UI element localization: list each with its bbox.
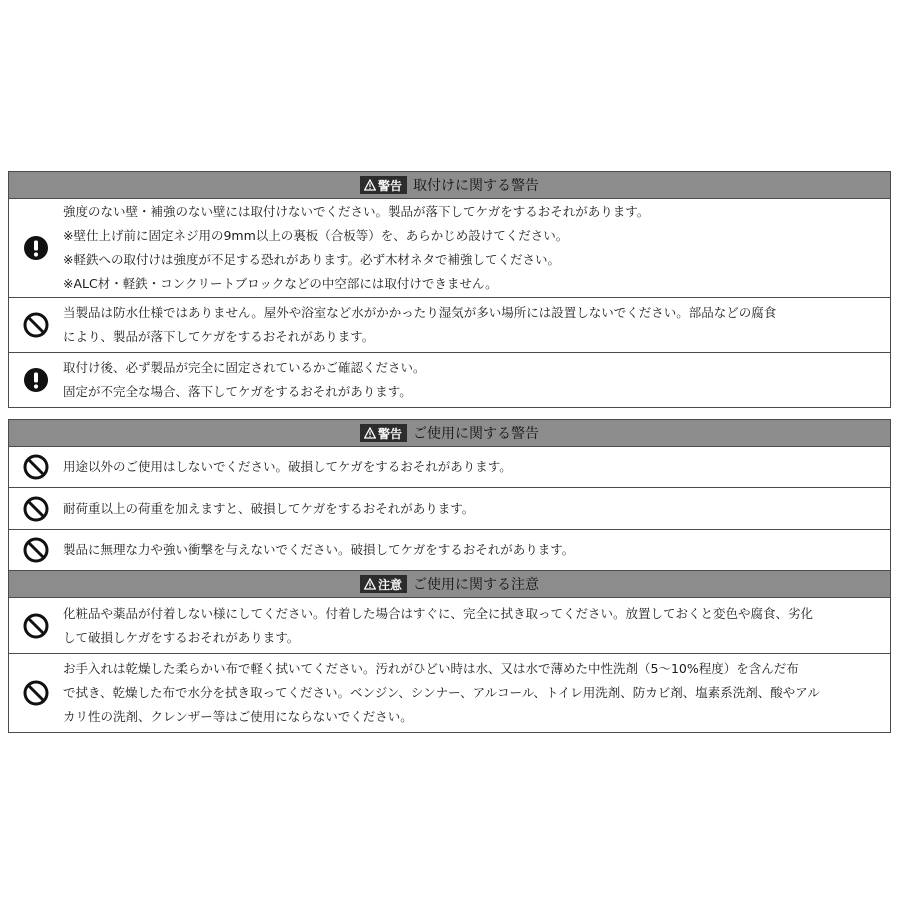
section-title: ご使用に関する警告 xyxy=(413,426,539,442)
badge-label: 警告 xyxy=(377,178,402,193)
notice-row xyxy=(9,447,890,488)
notice-text: 固定が不完全な場合、落下してケガをするおそれがあります。 xyxy=(63,384,412,399)
mandatory-icon xyxy=(23,367,49,393)
notice-text: ※軽鉄への取付けは強度が不足する恐れがあります。必ず木材ネタで補強してください。 xyxy=(63,252,560,267)
prohibition-icon xyxy=(23,680,49,706)
warning-triangle-icon xyxy=(364,179,376,191)
warning-installation-section xyxy=(8,171,891,408)
notice-text: して破損しケガをするおそれがあります。 xyxy=(63,629,300,645)
section-header xyxy=(9,420,890,447)
notice-row xyxy=(9,530,890,571)
prohibition-icon xyxy=(23,454,49,480)
notice-text: 製品に無理な力や強い衝撃を与えないでください。破損してケガをするおそれがあります。 xyxy=(63,542,575,557)
notice-row xyxy=(9,353,890,407)
notice-text: お手入れは乾燥した柔らかい布で軽く拭いてください。汚れがひどい時は水、又は水で薄めた中性洗剤（5〜10%程度）を含んだ布 xyxy=(63,661,799,676)
mandatory-icon xyxy=(23,235,49,261)
section-title: 取付けに関する警告 xyxy=(413,178,539,194)
warning-badge xyxy=(360,176,407,194)
warning-triangle-icon xyxy=(364,578,376,590)
notice-text: ※壁仕上げ前に固定ネジ用の9mm以上の裏板（合板等）を、あらかじめ設けてください。 xyxy=(63,228,569,243)
usage-section xyxy=(8,419,891,733)
caution-badge xyxy=(360,575,407,593)
badge-label: 警告 xyxy=(377,426,402,441)
notice-text: 取付け後、必ず製品が完全に固定されているかご確認ください。 xyxy=(63,360,426,375)
prohibition-icon xyxy=(23,312,49,338)
notice-text: 耐荷重以上の荷重を加えますと、破損してケガをするおそれがあります。 xyxy=(63,500,475,516)
prohibition-icon xyxy=(23,496,49,522)
notice-row xyxy=(9,598,890,654)
section-title: ご使用に関する注意 xyxy=(413,577,539,593)
notice-text: ※ALC材・軽鉄・コンクリートブロックなどの中空部には取付けできません。 xyxy=(63,276,498,291)
notice-text: 当製品は防水仕様ではありません。屋外や浴室など水がかかったり湿気が多い場所には設置しないでください。部品などの腐食 xyxy=(63,305,777,320)
prohibition-icon xyxy=(23,537,49,563)
warning-triangle-icon xyxy=(364,427,376,439)
notice-text: 化粧品や薬品が付着しない様にしてください。付着した場合はすぐに、完全に拭き取ってください。放置しておくと変色や腐食、劣化 xyxy=(63,605,814,621)
notice-row xyxy=(9,488,890,530)
section-header xyxy=(9,571,890,598)
badge-label: 注意 xyxy=(377,577,402,592)
notice-row xyxy=(9,654,890,732)
notice-text: 強度のない壁・補強のない壁には取付けないでください。製品が落下してケガをするおそれがあります。 xyxy=(63,204,650,219)
section-header xyxy=(9,172,890,199)
notice-row xyxy=(9,199,890,298)
warning-badge xyxy=(360,424,407,442)
notice-row xyxy=(9,298,890,353)
notice-text: で拭き、乾燥した布で水分を拭き取ってください。ベンジン、シンナー、アルコール、トイレ用洗剤、防カビ剤、塩素系洗剤、酸やアル xyxy=(63,685,820,700)
notice-text: により、製品が落下してケガをするおそれがあります。 xyxy=(63,329,375,344)
notice-text: カリ性の洗剤、クレンザー等はご使用にならないでください。 xyxy=(63,709,413,724)
notice-text: 用途以外のご使用はしないでください。破損してケガをするおそれがあります。 xyxy=(63,459,512,474)
prohibition-icon xyxy=(23,613,49,639)
